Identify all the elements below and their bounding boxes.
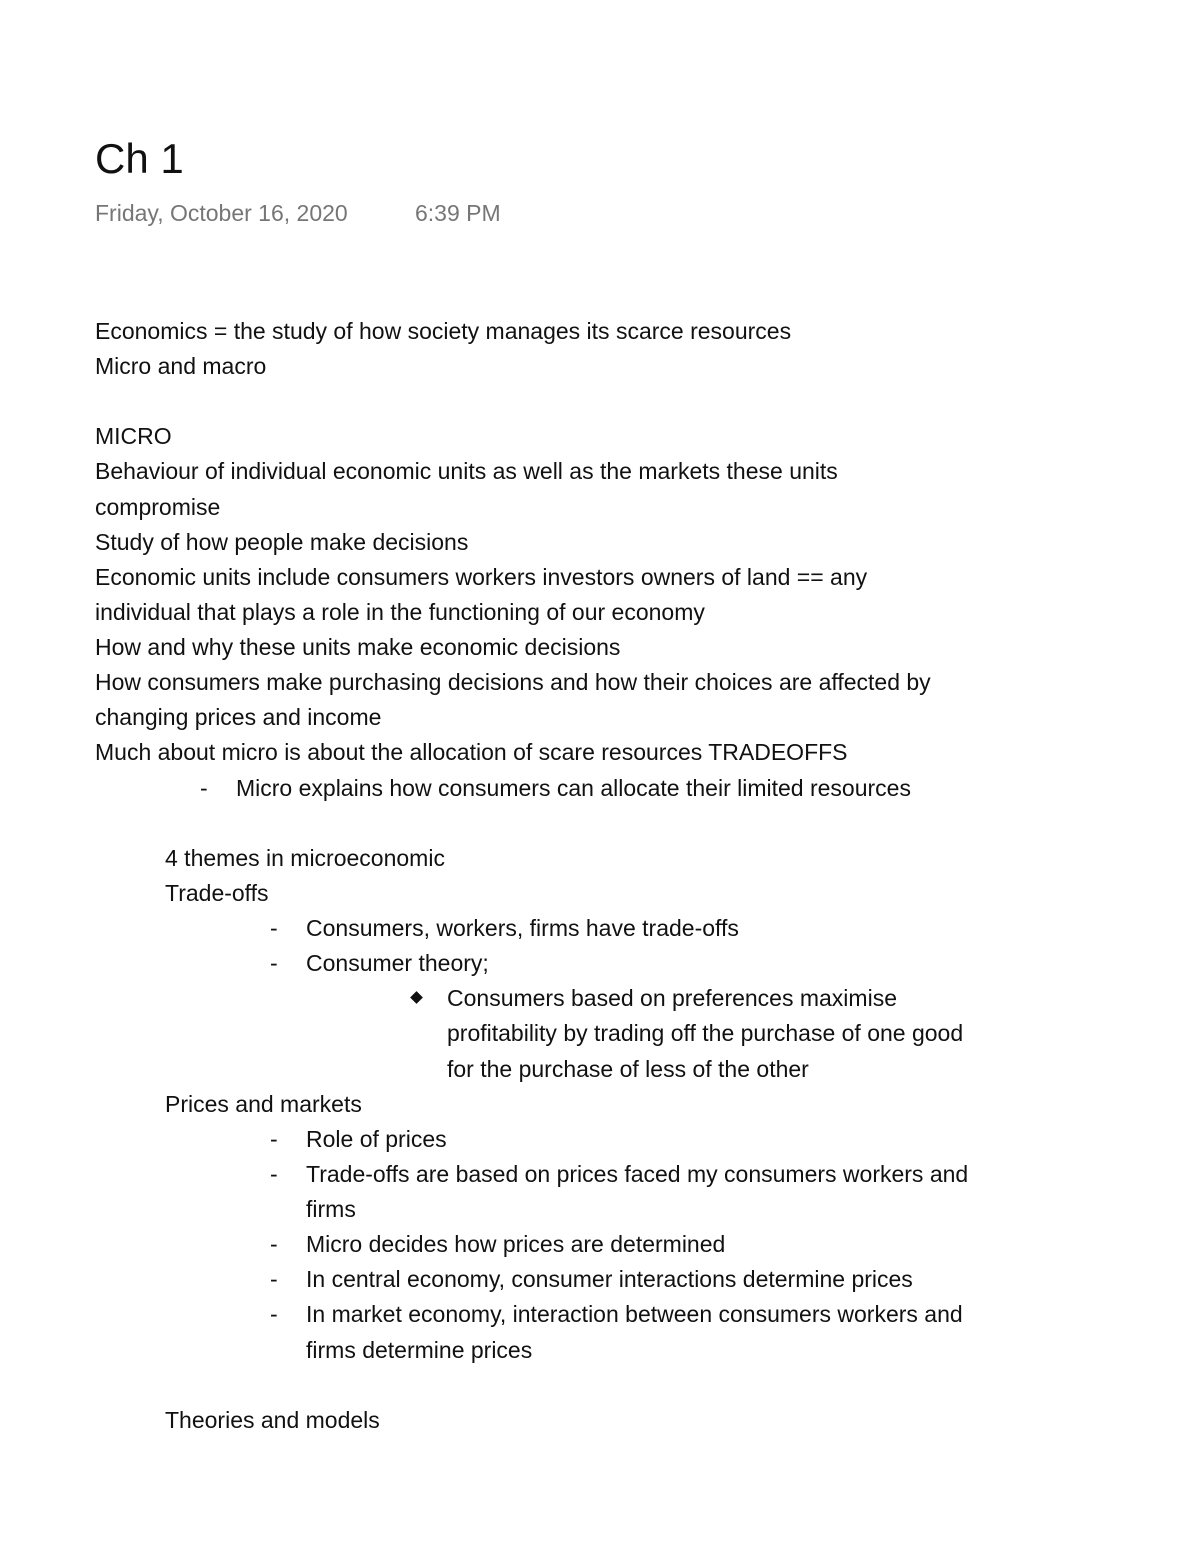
micro-line: How and why these units make economic decisions xyxy=(95,634,621,660)
prices-bullet: Trade-offs are based on prices faced my consumers workers and xyxy=(306,1161,969,1187)
tradeoffs-bullet: Consumer theory; xyxy=(306,950,489,976)
note-time: 6:39 PM xyxy=(415,200,501,226)
micro-line: Behaviour of individual economic units as well as the markets these units xyxy=(95,458,838,484)
note-date: Friday, October 16, 2020 xyxy=(95,200,348,226)
micro-line: individual that plays a role in the functioning of our economy xyxy=(95,599,705,625)
prices-bullet-continuation: firms xyxy=(306,1196,356,1222)
prices-bullet-continuation: firms determine prices xyxy=(306,1337,533,1363)
prices-bullet: In central economy, consumer interactions determine prices xyxy=(306,1266,913,1292)
dash-bullet-marker: - xyxy=(270,1231,278,1257)
prices-heading: Prices and markets xyxy=(165,1091,362,1117)
micro-line: Economic units include consumers workers investors owners of land == any xyxy=(95,564,868,590)
micro-line: compromise xyxy=(95,494,221,520)
intro-line: Economics = the study of how society manages its scarce resources xyxy=(95,318,792,344)
tradeoffs-heading: Trade-offs xyxy=(165,880,269,906)
tradeoffs-bullet: Consumers, workers, firms have trade-offs xyxy=(306,915,739,941)
micro-line: How consumers make purchasing decisions and how their choices are affected by xyxy=(95,669,931,695)
sub-bullet-line: for the purchase of less of the other xyxy=(447,1056,809,1082)
prices-bullet: In market economy, interaction between consumers workers and xyxy=(306,1301,963,1327)
micro-line: Much about micro is about the allocation of scare resources TRADEOFFS xyxy=(95,739,848,765)
micro-line: changing prices and income xyxy=(95,704,382,730)
section-heading-micro: MICRO xyxy=(95,423,172,449)
dash-bullet-marker: - xyxy=(200,775,208,801)
micro-line: Study of how people make decisions xyxy=(95,529,469,555)
page-title: Ch 1 xyxy=(95,135,184,182)
prices-bullet: Micro decides how prices are determined xyxy=(306,1231,726,1257)
dash-bullet-marker: - xyxy=(270,1301,278,1327)
dash-bullet-marker: - xyxy=(270,1266,278,1292)
sub-bullet-line: profitability by trading off the purchase of one good xyxy=(447,1020,964,1046)
theories-heading: Theories and models xyxy=(165,1407,380,1433)
diamond-bullet-icon xyxy=(410,991,423,1004)
dash-bullet-marker: - xyxy=(270,1126,278,1152)
micro-bullet: Micro explains how consumers can allocate their limited resources xyxy=(236,775,911,801)
sub-bullet-line: Consumers based on preferences maximise xyxy=(447,985,897,1011)
dash-bullet-marker: - xyxy=(270,1161,278,1187)
intro-line: Micro and macro xyxy=(95,353,267,379)
themes-heading: 4 themes in microeconomic xyxy=(165,845,445,871)
dash-bullet-marker: - xyxy=(270,915,278,941)
prices-bullet: Role of prices xyxy=(306,1126,447,1152)
dash-bullet-marker: - xyxy=(270,950,278,976)
